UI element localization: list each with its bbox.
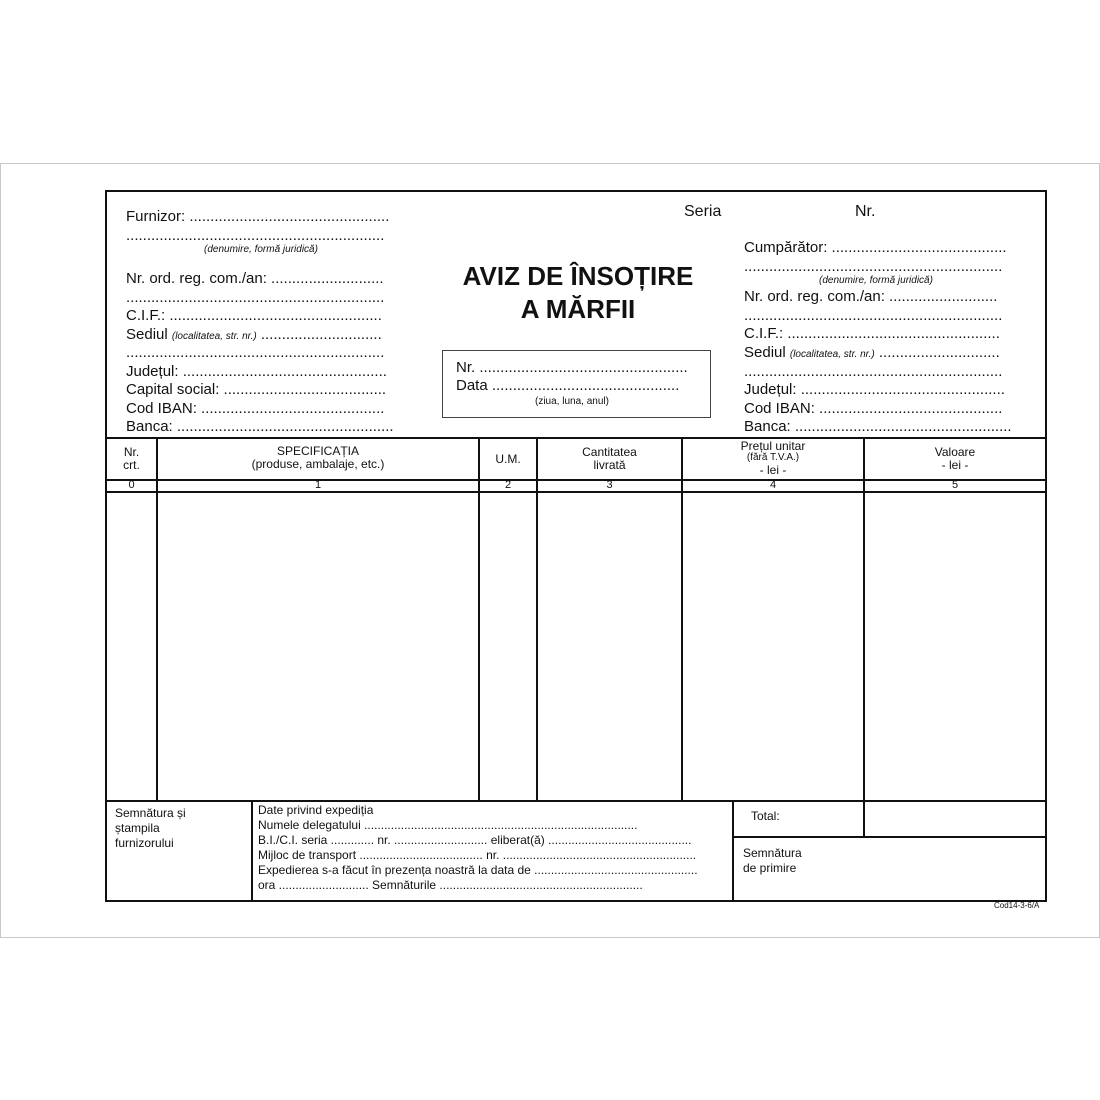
col-number-4: 4 — [769, 479, 777, 491]
expeditie-ora-field[interactable]: ora ........................... Semnăturile ............................................................. — [258, 878, 643, 892]
cumparator-sediul-label: Sediul — [744, 344, 786, 361]
doc-nr-field[interactable]: Nr. .................................................. — [456, 359, 688, 376]
furnizor-reg-com-dots[interactable]: .............................................................. — [126, 289, 385, 306]
cumparator-iban[interactable]: Cod IBAN: ............................................ — [744, 400, 1003, 417]
col-header-pretul-line2: (fără T.V.A.) — [746, 452, 800, 463]
doc-data-note: (ziua, luna, anul) — [535, 396, 609, 407]
furnizor-field[interactable]: Furnizor: ................................................ — [126, 208, 390, 225]
semnatura-primire-line2: de primire — [743, 861, 797, 875]
furnizor-iban[interactable]: Cod IBAN: ............................................ — [126, 400, 385, 417]
col-header-pretul-line3: - lei - — [759, 463, 787, 477]
furnizor-sediul[interactable] — [126, 326, 382, 343]
col-header-pretul — [683, 440, 863, 476]
semnatura-furnizor-line2: ștampila — [115, 821, 160, 835]
col-header-valoare-line2: - lei - — [941, 458, 969, 472]
col-number-0: 0 — [128, 479, 135, 491]
col-header-cantitatea-line1: Cantitatea — [582, 445, 637, 459]
cumparator-reg-com[interactable]: Nr. ord. reg. com./an: .......................... — [744, 288, 998, 305]
furnizor-capital[interactable]: Capital social: ....................................... — [126, 381, 387, 398]
furnizor-banca[interactable]: Banca: .................................................... — [126, 418, 394, 435]
table-body[interactable] — [107, 493, 1045, 800]
footer-total-border — [732, 836, 1045, 838]
semnatura-primire — [743, 846, 802, 876]
col-header-cantitatea — [538, 446, 681, 472]
footer-divider-1 — [251, 800, 253, 900]
seria-label: Seria — [684, 203, 722, 220]
form-code: Cod14-3-6/A — [994, 901, 1040, 910]
furnizor-sediul-dots: ............................. — [260, 326, 382, 343]
expeditie-title: Date privind expediția — [258, 803, 374, 817]
cumparator-sediul-dots: ............................. — [878, 344, 1000, 361]
col-header-valoare-line1: Valoare — [934, 445, 976, 459]
cumparator-sediul-line-2[interactable]: .............................................................. — [744, 363, 1003, 380]
col-header-specificatia-title: SPECIFICAȚIA — [276, 444, 359, 458]
nr-data-box — [442, 350, 711, 418]
col-header-valoare — [865, 446, 1045, 472]
col-header-nr: Nr. — [123, 445, 140, 459]
cumparator-cif[interactable]: C.I.F.: ................................................... — [744, 325, 1000, 342]
cumparator-field[interactable]: Cumpărător: .......................................... — [744, 239, 1007, 256]
col-header-pretul-line1: Prețul unitar — [740, 439, 806, 453]
cumparator-sediul-note: (localitatea, str. nr.) — [789, 349, 875, 360]
semnatura-furnizor — [115, 806, 186, 851]
furnizor-sediul-note: (localitatea, str. nr.) — [171, 331, 257, 342]
total-value-field[interactable] — [865, 802, 1045, 836]
col-number-5: 5 — [951, 479, 959, 491]
cumparator-line-2[interactable]: .............................................................. — [744, 258, 1003, 275]
table-top-border — [107, 437, 1045, 439]
col-header-um: U.M. — [495, 452, 521, 466]
furnizor-sediul-line-2[interactable]: .............................................................. — [126, 344, 385, 361]
title-line-2: A MĂRFII — [520, 294, 636, 324]
col-header-nr-crt — [107, 446, 156, 472]
document-title — [407, 260, 749, 326]
semnatura-furnizor-line3: furnizorului — [115, 836, 174, 850]
cumparator-sediul[interactable] — [744, 344, 1000, 361]
furnizor-reg-com[interactable]: Nr. ord. reg. com./an: ........................... — [126, 270, 384, 287]
footer-divider-2 — [732, 800, 734, 900]
expeditie-prezenta-field[interactable]: Expedierea s-a făcut în prezența noastră la data de ................................................. — [258, 863, 698, 877]
expeditie-delegat-field[interactable]: Numele delegatului .................................................................................. — [258, 818, 638, 832]
furnizor-cif[interactable]: C.I.F.: ................................................... — [126, 307, 382, 324]
furnizor-note: (denumire, formă juridică) — [204, 244, 318, 255]
aviz-form — [105, 190, 1047, 902]
nr-label: Nr. — [855, 203, 876, 220]
col-number-3: 3 — [606, 479, 613, 491]
semnatura-primire-line1: Semnătura — [743, 846, 802, 860]
col-header-specificatia-note: (produse, ambalaje, etc.) — [251, 457, 385, 471]
cumparator-banca[interactable]: Banca: .................................................... — [744, 418, 1012, 435]
furnizor-sediul-label: Sediul — [126, 326, 168, 343]
furnizor-line-2[interactable]: .............................................................. — [126, 227, 385, 244]
col-number-1: 1 — [314, 479, 322, 491]
cumparator-note: (denumire, formă juridică) — [819, 275, 933, 286]
col-number-2: 2 — [504, 479, 512, 491]
furnizor-judetul[interactable]: Județul: ................................................. — [126, 363, 387, 380]
col-header-specificatia — [158, 445, 478, 471]
semnatura-furnizor-line1: Semnătura și — [115, 806, 186, 820]
doc-data-field[interactable]: Data ............................................. — [456, 377, 680, 394]
col-header-crt: crt. — [123, 458, 140, 472]
cumparator-reg-com-dots[interactable]: .............................................................. — [744, 307, 1003, 324]
total-label: Total: — [751, 809, 780, 823]
expeditie-mijloc-field[interactable]: Mijloc de transport ..................................... nr. .......................................................... — [258, 848, 697, 862]
cumparator-judetul[interactable]: Județul: ................................................. — [744, 381, 1005, 398]
title-line-1: AVIZ DE ÎNSOȚIRE — [462, 261, 694, 291]
col-header-cantitatea-line2: livrată — [593, 458, 626, 472]
expeditie-section — [258, 803, 698, 893]
expeditie-bi-field[interactable]: B.I./C.I. seria ............. nr. ............................ eliberat(ă) ........................................... — [258, 833, 692, 847]
